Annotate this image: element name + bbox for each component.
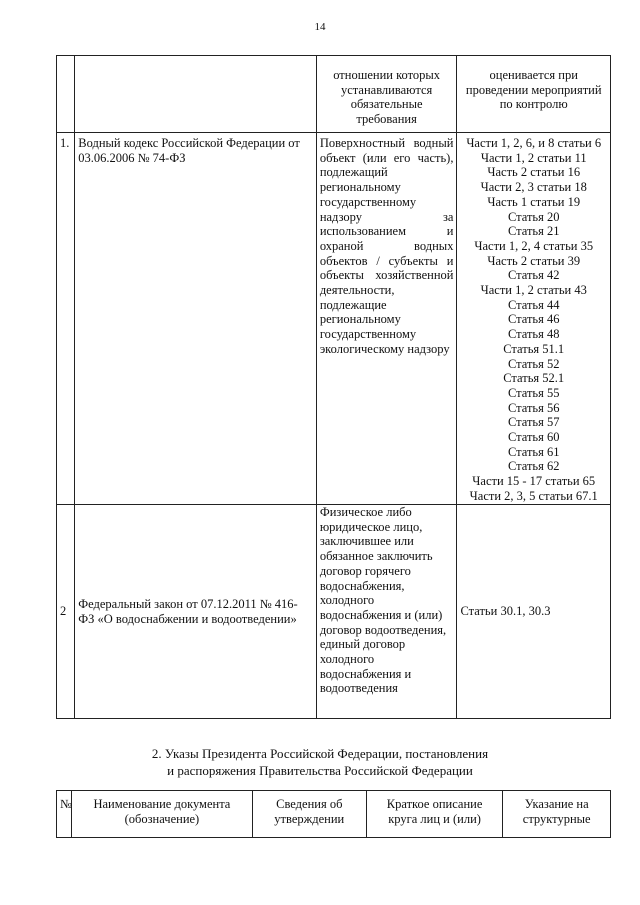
- structural-unit: Части 2, 3 статьи 18: [480, 180, 587, 195]
- section-title-line: и распоряжения Правительства Российской Федерации: [167, 763, 473, 778]
- structural-unit: Части 1, 2, 6, и 8 статьи 6: [466, 136, 602, 150]
- header-persons-description: [366, 791, 503, 838]
- page-number: 14: [314, 21, 326, 33]
- structural-unit: Часть 2 статьи 16: [487, 165, 581, 180]
- header-line: (обозначение): [124, 811, 200, 826]
- header-line: круга лиц и (или): [388, 811, 481, 826]
- header-num: [57, 791, 72, 838]
- section-title-line: 2. Указы Президента Российской Федерации, постановления: [151, 746, 489, 761]
- header-line: утверждении: [274, 811, 345, 826]
- header-object-cell: [316, 56, 457, 133]
- header-name-cell: [75, 56, 317, 133]
- decrees-table: [56, 790, 611, 838]
- header-line: Наименование документа: [93, 797, 231, 811]
- section-title: [0, 745, 640, 779]
- structural-unit: Статья 21: [507, 224, 560, 239]
- structural-unit: Статья 48: [507, 327, 560, 342]
- structural-unit: Статья 51.1: [503, 341, 565, 356]
- structural-unit: Статья 57: [507, 415, 560, 430]
- structural-units-list: Статьи 30.1, 30.3: [457, 505, 611, 719]
- header-parts-cell: [457, 56, 611, 133]
- header-num-cell: [57, 56, 75, 133]
- header-line: обязательные: [350, 97, 423, 112]
- structural-unit: Статья 46: [507, 312, 560, 327]
- structural-unit: Статья 20: [507, 209, 560, 224]
- header-document-name: [72, 791, 253, 838]
- header-line: Краткое описание: [386, 797, 483, 811]
- header-line: №: [60, 797, 72, 811]
- table-row: [57, 505, 611, 719]
- document-name: Водный кодекс Российской Федерации от 03.06.2006 № 74-ФЗ: [75, 133, 317, 505]
- row-number: 2: [57, 505, 75, 719]
- header-line: отношении которых: [333, 68, 441, 82]
- structural-unit: Части 1, 2, 4 статьи 35: [474, 238, 594, 253]
- header-line: оценивается при: [489, 68, 578, 82]
- structural-unit: Части 2, 3, 5 статьи 67.1: [469, 488, 598, 503]
- requirements-table: [56, 55, 611, 719]
- document-name: Федеральный закон от 07.12.2011 № 416-ФЗ «О водоснабжении и водоотведении»: [75, 505, 317, 719]
- structural-unit: Части 1, 2 статьи 43: [480, 283, 587, 298]
- header-structural-units: [503, 791, 611, 838]
- structural-unit: Статья 52: [507, 356, 560, 371]
- header-line: проведении мероприятий: [465, 82, 602, 97]
- structural-unit: Часть 2 статьи 39: [487, 253, 581, 268]
- structural-unit: Части 1, 2 статьи 11: [480, 150, 587, 165]
- header-approval-info: [252, 791, 366, 838]
- structural-unit: Статья 62: [507, 459, 560, 474]
- structural-unit: Часть 1 статьи 19: [487, 194, 581, 209]
- structural-unit: Статья 56: [507, 400, 560, 415]
- structural-units-list: [457, 133, 611, 505]
- regulated-object: Поверхностный водный объект (или его часть), подлежащий региональному государственному надзору за использованием и охраной водных объектов / субъекты и объекты хозяйственной деятельности, подлежащие региональному государственному экологическому надзору: [316, 133, 457, 505]
- structural-unit: Статья 42: [507, 268, 560, 283]
- structural-unit: Статья 52.1: [503, 371, 565, 386]
- table-header-continuation: [57, 56, 611, 133]
- header-line: устанавливаются: [341, 82, 433, 97]
- header-line: Указание на: [524, 797, 589, 811]
- header-line: требования: [356, 112, 417, 127]
- regulated-object: Физическое либо юридическое лицо, заключившее или обязанное заключить договор горячего водоснабжения, холодного водоснабжения и (или) договор водоотведения, единый договор холодного водоснабжения и водоотведения: [316, 505, 457, 719]
- table-header: [57, 791, 611, 838]
- structural-unit: Статья 55: [507, 385, 560, 400]
- table-row: [57, 133, 611, 505]
- structural-unit: Части 15 - 17 статьи 65: [472, 474, 596, 489]
- header-line: Сведения об: [276, 797, 343, 811]
- row-number: 1.: [57, 133, 75, 505]
- structural-unit: Статья 60: [507, 430, 560, 445]
- structural-unit: Статья 44: [507, 297, 560, 312]
- structural-unit: Статья 61: [507, 444, 560, 459]
- header-line: структурные: [522, 811, 591, 826]
- header-line: по контролю: [499, 97, 568, 112]
